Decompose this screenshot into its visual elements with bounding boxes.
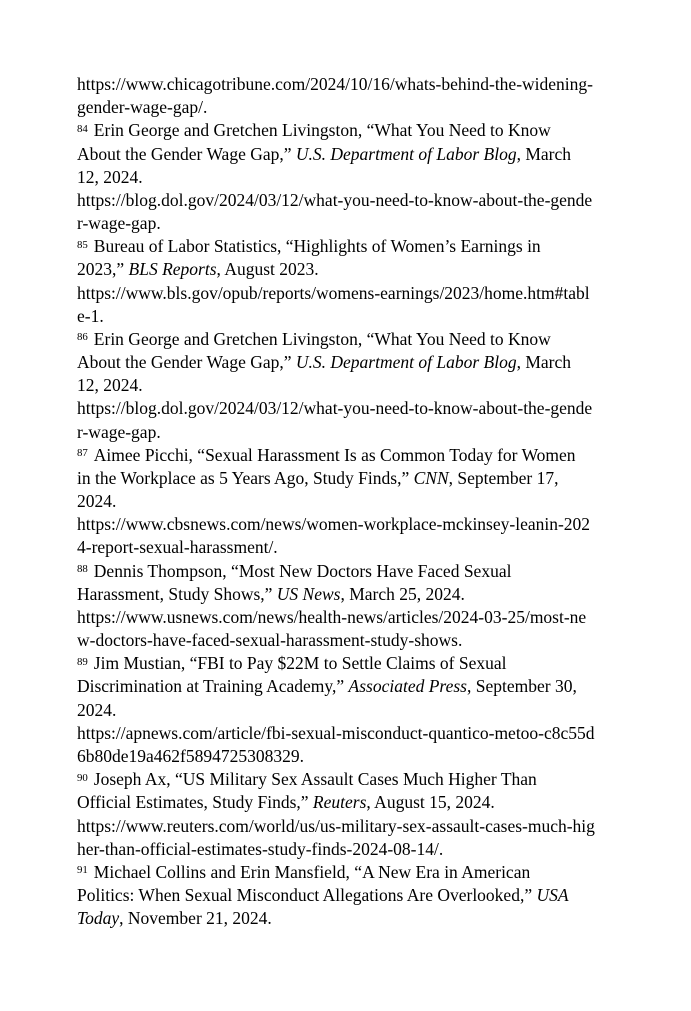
publication-title: U.S. Department of Labor Blog: [295, 352, 517, 373]
footnote-line: [77, 212, 617, 235]
text-segment: , September 30,: [466, 676, 577, 697]
text-segment: 6b80de19a462f5894725308329.: [77, 745, 304, 766]
publication-title: BLS Reports: [128, 259, 217, 280]
footnote-line: [77, 838, 617, 861]
text-segment: 12, 2024.: [77, 166, 143, 187]
publication-title: US News: [276, 583, 341, 604]
text-segment: , August 15, 2024.: [366, 792, 495, 813]
footnote-number: 85: [77, 238, 88, 251]
footnote-first-line: [77, 768, 617, 791]
text-segment: r-wage-gap.: [77, 421, 161, 442]
text-segment: r-wage-gap.: [77, 213, 161, 234]
text-segment: gender-wage-gap/.: [77, 97, 208, 118]
text-segment: Michael Collins and Erin Mansfield, “A New Era in American: [93, 861, 531, 882]
footnote-url-line: [77, 73, 617, 96]
text-segment: w-doctors-have-faced-sexual-harassment-study-shows.: [77, 630, 463, 651]
footnote-url-line: [77, 282, 617, 305]
footnote-number: 90: [77, 771, 88, 784]
footnote-url-line: [77, 397, 617, 420]
footnote-line: [77, 907, 617, 930]
text-segment: , August 2023.: [216, 259, 319, 280]
text-segment: https://blog.dol.gov/2024/03/12/what-you-need-to-know-about-the-gende: [77, 398, 593, 419]
text-segment: Dennis Thompson, “Most New Doctors Have Faced Sexual: [93, 560, 512, 581]
publication-title: CNN: [413, 467, 449, 488]
footnote-first-line: [77, 560, 617, 583]
footnote-first-line: [77, 235, 617, 258]
publication-title: U.S. Department of Labor Blog: [295, 143, 517, 164]
publication-title: Reuters: [312, 792, 367, 813]
text-segment: https://www.reuters.com/world/us/us-military-sex-assault-cases-much-hig: [77, 815, 595, 836]
footnote-first-line: [77, 328, 617, 351]
text-segment: , March: [516, 352, 572, 373]
text-segment: https://www.cbsnews.com/news/women-workplace-mckinsey-leanin-202: [77, 514, 591, 535]
footnote-first-line: [77, 652, 617, 675]
text-segment: Aimee Picchi, “Sexual Harassment Is as Common Today for Women: [93, 444, 576, 465]
footnote-line: [77, 96, 617, 119]
text-segment: https://www.usnews.com/news/health-news/articles/2024-03-25/most-ne: [77, 606, 587, 627]
text-segment: e-1.: [77, 305, 104, 326]
text-segment: About the Gender Wage Gap,”: [77, 143, 296, 164]
footnote-line: [77, 258, 617, 281]
footnote-line: [77, 143, 617, 166]
footnote-number: 87: [77, 447, 88, 460]
footnote-line: [77, 166, 617, 189]
footnote-line: [77, 675, 617, 698]
footnote-line: [77, 490, 617, 513]
text-segment: her-than-official-estimates-study-finds-2024-08-14/.: [77, 838, 444, 859]
text-segment: , March 25, 2024.: [340, 583, 465, 604]
footnote-line: [77, 536, 617, 559]
footnote-line: [77, 791, 617, 814]
footnote-url-line: [77, 606, 617, 629]
text-segment: Harassment, Study Shows,”: [77, 583, 277, 604]
text-segment: , March: [516, 143, 572, 164]
footnote-first-line: [77, 444, 617, 467]
text-segment: Joseph Ax, “US Military Sex Assault Cases Much Higher Than: [93, 769, 537, 790]
footnote-line: [77, 884, 617, 907]
footnote-url-line: [77, 189, 617, 212]
footnote-url-line: [77, 722, 617, 745]
footnote-line: [77, 583, 617, 606]
footnote-number: 86: [77, 331, 88, 344]
text-segment: Official Estimates, Study Finds,”: [77, 792, 313, 813]
footnote-first-line: [77, 861, 617, 884]
footnote-url-line: [77, 513, 617, 536]
text-segment: https://www.chicagotribune.com/2024/10/16/whats-behind-the-widening-: [77, 74, 593, 94]
text-segment: 2024.: [77, 491, 117, 512]
text-segment: 2024.: [77, 699, 117, 720]
publication-title: Associated Press: [348, 676, 467, 697]
footnote-line: [77, 374, 617, 397]
text-segment: https://www.bls.gov/opub/reports/womens-earnings/2023/home.htm#tabl: [77, 282, 590, 303]
footnote-line: [77, 351, 617, 374]
text-segment: , November 21, 2024.: [119, 908, 272, 929]
text-segment: Politics: When Sexual Misconduct Allegations Are Overlooked,”: [77, 885, 537, 906]
footnote-line: [77, 467, 617, 490]
text-segment: Discrimination at Training Academy,”: [77, 676, 349, 697]
text-segment: Erin George and Gretchen Livingston, “What You Need to Know: [93, 120, 551, 141]
publication-title: USA: [536, 885, 569, 906]
footnote-url-line: [77, 815, 617, 838]
footnote-line: [77, 745, 617, 768]
footnote-line: [77, 305, 617, 328]
text-segment: Erin George and Gretchen Livingston, “What You Need to Know: [93, 328, 551, 349]
footnote-first-line: [77, 119, 617, 142]
footnote-number: 89: [77, 655, 88, 668]
text-segment: Jim Mustian, “FBI to Pay $22M to Settle Claims of Sexual: [93, 653, 507, 674]
text-segment: in the Workplace as 5 Years Ago, Study Finds,”: [77, 467, 414, 488]
text-segment: https://apnews.com/article/fbi-sexual-misconduct-quantico-metoo-c8c55d: [77, 722, 595, 743]
footnote-line: [77, 629, 617, 652]
text-segment: https://blog.dol.gov/2024/03/12/what-you-need-to-know-about-the-gende: [77, 189, 593, 210]
footnotes-text-block: [77, 73, 617, 930]
text-segment: 12, 2024.: [77, 375, 143, 396]
text-segment: 4-report-sexual-harassment/.: [77, 537, 278, 558]
text-segment: 2023,”: [77, 259, 129, 280]
footnote-number: 91: [77, 864, 88, 877]
footnote-number: 84: [77, 122, 88, 135]
text-segment: Bureau of Labor Statistics, “Highlights of Women’s Earnings in: [93, 236, 541, 257]
footnote-line: [77, 699, 617, 722]
footnote-line: [77, 421, 617, 444]
publication-title: Today: [77, 908, 120, 929]
footnote-number: 88: [77, 563, 88, 576]
text-segment: About the Gender Wage Gap,”: [77, 352, 296, 373]
text-segment: , September 17,: [448, 467, 559, 488]
